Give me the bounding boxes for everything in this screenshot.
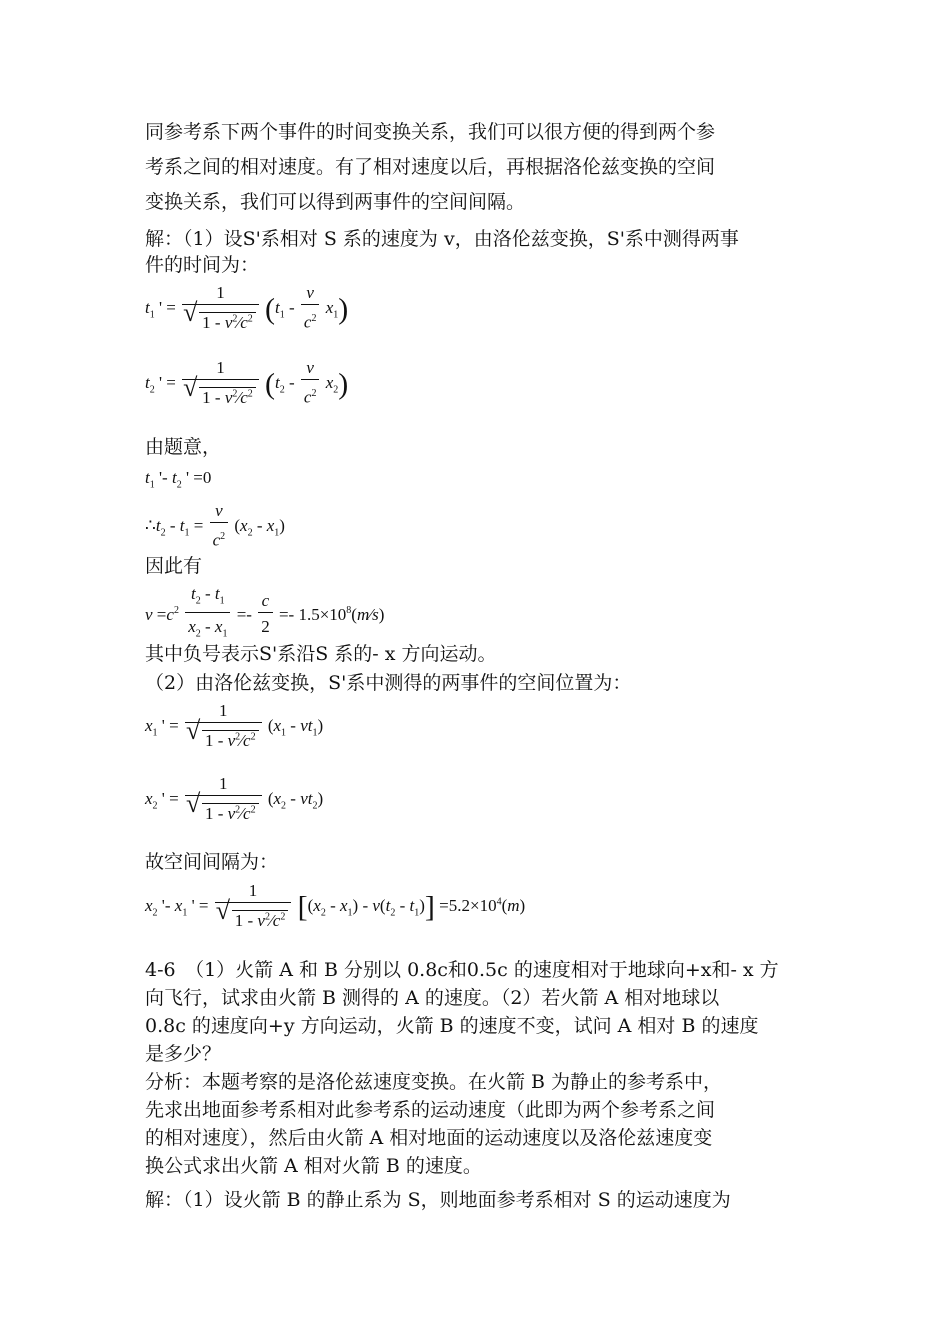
intro-line-2: 考系之间的相对速度。有了相对速度以后，再根据洛伦兹变换的空间 — [145, 156, 716, 178]
analysis-line-4: 换公式求出火箭 A 相对火箭 B 的速度。 — [145, 1155, 482, 1177]
problem-line-4: 是多少？ — [145, 1043, 222, 1065]
solution-start: 解：（1）设火箭 B 的静止系为 S，则地面参考系相对 S 的运动速度为 — [145, 1189, 731, 1211]
part2-line: （2）由洛伦兹变换，S'系中测得的两事件的空间位置为： — [145, 672, 632, 694]
analysis-line-1: 分析：本题考察的是洛伦兹速度变换。在火箭 B 为静止的参考系中， — [145, 1071, 723, 1093]
equation-x2-prime: $x_2$ ' = 1 √ $1 - v^2⁄c^2$ $(x_2 - vt_2)$ — [145, 773, 323, 828]
equation-interval: $x_2$ '- $x_1$ ' = 1 √ $1 - v^2⁄c^2$ $[(x_2 - x_1) - v(t_2 - t_1)] =5.2\times 10^4(m)$ — [145, 880, 525, 935]
equation-x1-prime: $x_1$ ' = 1 √ $1 - v^2⁄c^2$ $(x_1 - vt_1)$ — [145, 700, 323, 755]
analysis-line-3: 的相对速度），然后由火箭 A 相对地面的运动速度以及洛伦兹速度变 — [145, 1127, 713, 1149]
analysis-line-2: 先求出地面参考系相对此参考系的运动速度（此即为两个参考系之间 — [145, 1099, 716, 1121]
problem-line-2: 向飞行，试求由火箭 B 测得的 A 的速度。（2）若火箭 A 相对地球以 — [145, 987, 720, 1009]
solution1-line-2: 件的时间为： — [145, 254, 260, 276]
equation-therefore: $\therefore t_2 - t_1$ = $\frac{v}{c^2}$ $(x_2 - x_1)$ — [145, 501, 285, 550]
hence-label: 因此有 — [145, 555, 203, 577]
sign-note: 其中负号表示S'系沿S 系的- x 方向运动。 — [145, 643, 497, 665]
given-label: 由题意， — [145, 436, 222, 458]
solution1-line-1: 解：（1）设S'系相对 S 系的速度为 v，由洛伦兹变换，S'系中测得两事 — [145, 228, 739, 250]
problem-line-1: 4-6 （1）火箭 A 和 B 分别以 0.8c和0.5c 的速度相对于地球向+x和- x 方 — [145, 959, 779, 981]
equation-velocity: $v =c^2$ $\frac{t_2 - t_1}{x_2 - x_1}$ =- $\frac{c}{2}$ =- $1.5\times 10^8(m⁄s)$ — [145, 584, 385, 640]
intro-line-3: 变换关系，我们可以得到两事件的空间间隔。 — [145, 191, 526, 213]
intro-line-1: 同参考系下两个事件的时间变换关系，我们可以很方便的得到两个参 — [145, 121, 716, 143]
equation-t1-prime: $t_1$ ' = 1 √ $1 - v^2⁄c^2$ ($t_1$ - $\frac{v}{c^2}$ $x_1$) — [145, 282, 348, 337]
problem-line-3: 0.8c 的速度向+y 方向运动，火箭 B 的速度不变，试问 A 相对 B 的速度 — [145, 1015, 759, 1037]
interval-label: 故空间间隔为： — [145, 851, 279, 873]
equation-t2-prime: $t_2$ ' = 1 √ $1 - v^2⁄c^2$ ($t_2$ - $\frac{v}{c^2}$ $x_2$) — [145, 357, 348, 412]
equation-time-difference: $t_1$ '- $t_2$ ' =0 — [145, 468, 212, 491]
